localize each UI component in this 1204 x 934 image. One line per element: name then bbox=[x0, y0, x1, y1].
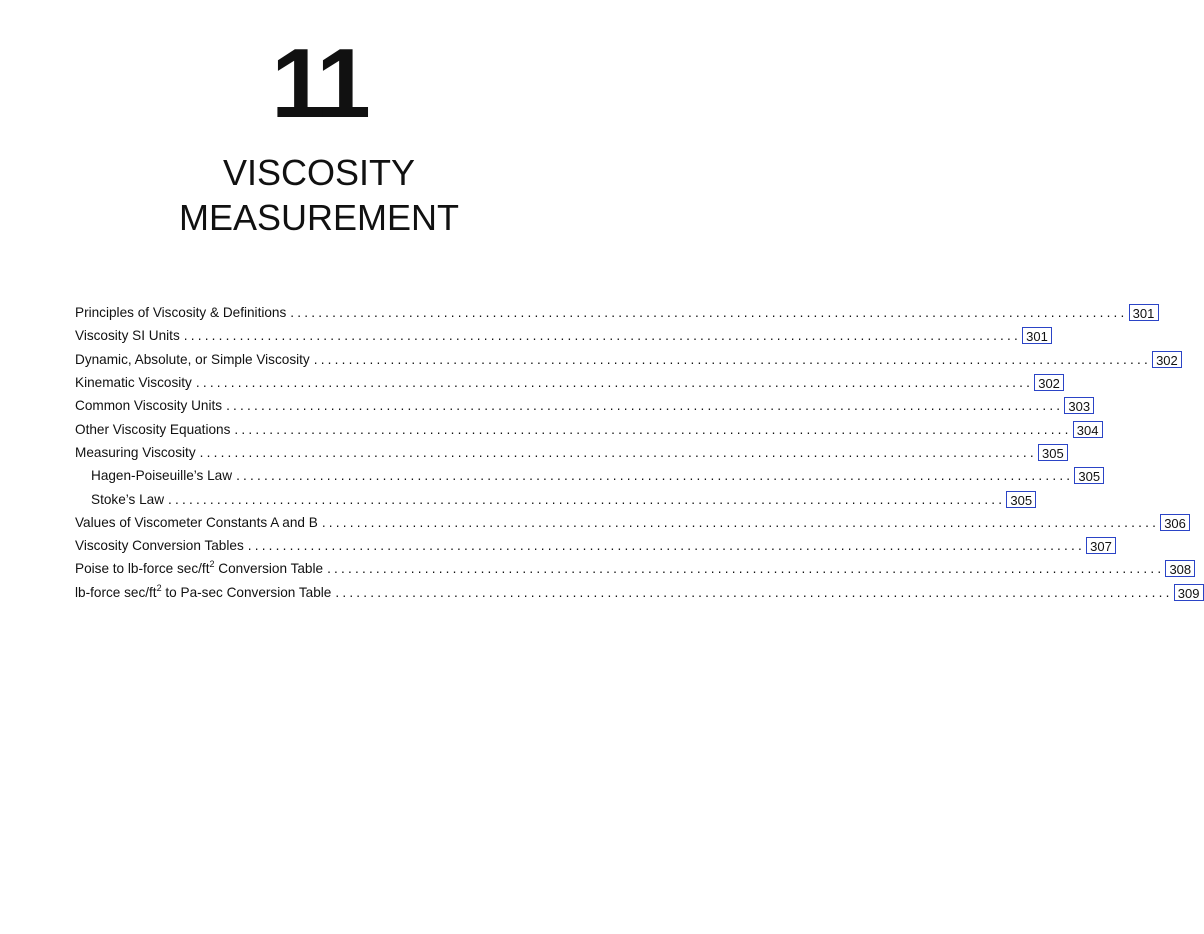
toc-entry[interactable] bbox=[75, 441, 1064, 464]
toc-page-link[interactable]: 308 bbox=[1165, 560, 1195, 577]
toc-entry-label: Stoke’s Law bbox=[91, 491, 165, 507]
toc-page-link[interactable]: 304 bbox=[1073, 421, 1103, 438]
chapter-title-line-2: MEASUREMENT bbox=[178, 197, 460, 238]
toc-entry-label: Principles of Viscosity & Definitions bbox=[75, 305, 287, 321]
toc-dot-leader: ........................................................................................................................ bbox=[313, 351, 1151, 367]
toc-label-text: Poise to lb-force sec/ft bbox=[75, 561, 210, 577]
toc-entry-label: Viscosity Conversion Tables bbox=[75, 538, 244, 554]
toc-entry-label: Other Viscosity Equations bbox=[75, 421, 231, 437]
toc-entry-label bbox=[75, 561, 323, 576]
toc-dot-leader: ........................................................................................................................ bbox=[226, 398, 1064, 414]
toc-page-link[interactable]: 305 bbox=[1074, 467, 1104, 484]
toc-dot-leader: ........................................................................................................................ bbox=[195, 375, 1034, 391]
toc-page-link[interactable]: 302 bbox=[1152, 351, 1182, 368]
toc-entry-label bbox=[75, 582, 332, 600]
toc-entry-label: Measuring Viscosity bbox=[75, 444, 196, 460]
toc-dot-leader: ........................................................................................................................ bbox=[236, 468, 1074, 484]
toc-dot-leader: ........................................................................................................................ bbox=[335, 584, 1173, 600]
superscript-exponent: 2 bbox=[156, 582, 162, 593]
toc-entry-label: Kinematic Viscosity bbox=[75, 375, 192, 391]
toc-dot-leader: ........................................................................................................................ bbox=[247, 538, 1085, 554]
toc-entry-label: Hagen-Poiseuille’s Law bbox=[91, 468, 233, 484]
toc-entry[interactable] bbox=[75, 511, 1186, 534]
toc-page-link[interactable]: 307 bbox=[1086, 537, 1116, 554]
toc-entry[interactable] bbox=[75, 557, 1192, 580]
toc-entry[interactable] bbox=[75, 371, 1060, 394]
toc-entry[interactable] bbox=[75, 348, 1178, 371]
chapter-title bbox=[0, 150, 638, 240]
toc-dot-leader: ........................................................................................................................ bbox=[321, 514, 1160, 530]
toc-entry[interactable] bbox=[75, 534, 1112, 557]
toc-label-text: Conversion Table bbox=[214, 561, 324, 577]
chapter-title-line-1: VISCOSITY bbox=[222, 152, 416, 193]
chapter-number: 11 bbox=[271, 28, 367, 138]
toc-dot-leader: ........................................................................................................................ bbox=[327, 561, 1165, 577]
toc-page-link[interactable]: 301 bbox=[1022, 327, 1052, 344]
superscript-exponent: 2 bbox=[209, 559, 215, 570]
toc-entry[interactable] bbox=[75, 394, 1091, 417]
toc-page-link[interactable]: 302 bbox=[1034, 374, 1064, 391]
toc-entry[interactable] bbox=[75, 324, 1048, 347]
toc-page-link[interactable]: 303 bbox=[1064, 397, 1094, 414]
toc-page-link[interactable]: 305 bbox=[1006, 491, 1036, 508]
toc-dot-leader: ........................................................................................................................ bbox=[234, 421, 1072, 437]
toc-page-link[interactable]: 306 bbox=[1160, 514, 1190, 531]
toc-page-link[interactable]: 301 bbox=[1129, 304, 1159, 321]
toc-entry-label: Viscosity SI Units bbox=[75, 328, 180, 344]
toc-page-link[interactable]: 305 bbox=[1038, 444, 1068, 461]
toc-entry-label: Values of Viscometer Constants A and B bbox=[75, 514, 318, 530]
toc-label-text: to Pa-sec Conversion Table bbox=[161, 584, 332, 600]
table-of-contents bbox=[75, 301, 1200, 604]
toc-subentry[interactable] bbox=[75, 487, 1033, 510]
toc-label-text: lb-force sec/ft bbox=[75, 584, 157, 600]
toc-dot-leader: ........................................................................................................................ bbox=[183, 328, 1021, 344]
toc-entry-label: Dynamic, Absolute, or Simple Viscosity bbox=[75, 351, 310, 367]
toc-entry[interactable] bbox=[75, 417, 1099, 440]
toc-dot-leader: ........................................................................................................................ bbox=[290, 305, 1128, 321]
toc-dot-leader: ........................................................................................................................ bbox=[168, 491, 1006, 507]
toc-entry[interactable] bbox=[75, 581, 1200, 604]
toc-entry-label: Common Viscosity Units bbox=[75, 398, 223, 414]
toc-entry[interactable] bbox=[75, 301, 1155, 324]
toc-page-link[interactable]: 309 bbox=[1174, 584, 1204, 601]
toc-dot-leader: ........................................................................................................................ bbox=[199, 444, 1037, 460]
toc-subentry[interactable] bbox=[75, 464, 1101, 487]
